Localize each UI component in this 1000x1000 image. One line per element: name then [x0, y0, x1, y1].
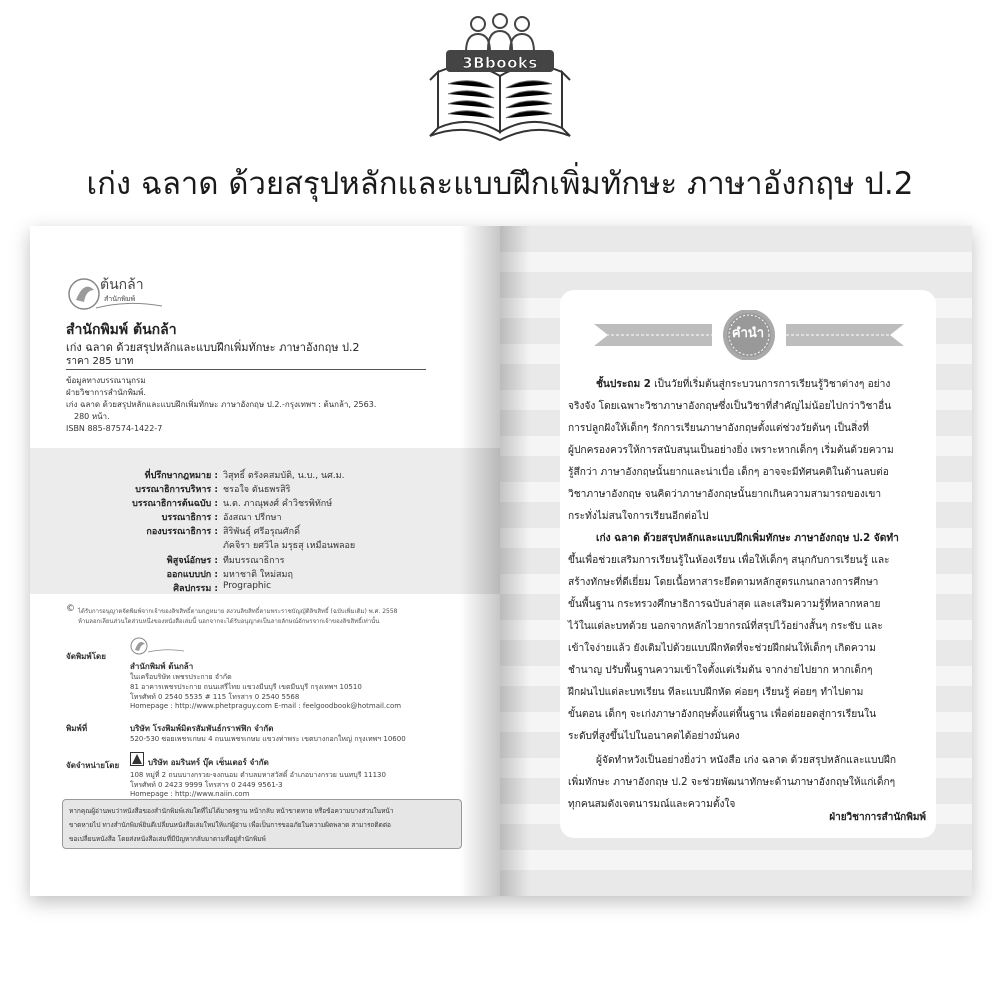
staff-label: บรรณาธิการบริหาร : — [135, 485, 218, 495]
preface-line: การปลูกฝังให้เด็กๆ รักการเรียนภาษาอังกฤษตั้งแต่ช่วงวัยต้นๆ เป็นสิ่งที่ — [568, 423, 869, 434]
preface-line: ขั้นพื้นฐาน กระทรวงศึกษาธิการฉบับล่าสุด และเสริมความรู้ที่หลากหลาย — [568, 599, 881, 610]
staff-value: Prographic — [223, 581, 272, 591]
preface-line: เข้าใจง่ายแล้ว ยังเติมไปด้วยแบบฝึกหัดที่จะช่วยฝึกฝนให้เด็กๆ เกิดความ — [568, 643, 876, 654]
preface-line: สร้างทักษะที่ดีเยี่ยม โดยเนื้อหาสาระยึดตามหลักสูตรแกนกลางการศึกษา — [568, 577, 879, 588]
preface-line: ผู้ปกครองควรให้การสนับสนุนเป็นอย่างยิ่ง เพราะหากเด็กๆ เริ่มต้นด้วยความ — [568, 445, 894, 456]
staff-value: ชรอใจ ตันธพรสิริ — [223, 485, 291, 495]
notice-line: ขาดหายไป ทางสำนักพิมพ์ยินดีเปลี่ยนหนังสือเล่มใหม่ให้แก่ผู้อ่าน เพื่อเป็นการขออภัยในความผิดพลาด สามารถติดต่อ — [69, 821, 391, 829]
preface-card — [560, 290, 936, 838]
staff-label: บรรณาธิการ : — [161, 513, 218, 523]
staff-value: อังสณา ปรีกษา — [223, 513, 282, 523]
page-title: เก่ง ฉลาด ด้วยสรุปหลักและแบบฝึกเพิ่มทักษะ ภาษาอังกฤษ ป.2 — [86, 166, 914, 202]
preface-line: ผู้จัดทำหวังเป็นอย่างยิ่งว่า หนังสือ เก่ง ฉลาด ด้วยสรุปหลักและแบบฝึก — [596, 755, 897, 766]
copyright-icon: © — [66, 604, 75, 614]
preface-line: กระทั่งไม่สนใจการเรียนอีกต่อไป — [568, 511, 709, 522]
preface-line: วิชาภาษาอังกฤษ จนคิดว่าภาษาอังกฤษนั้นยากเกินความสามารถของเขา — [568, 489, 882, 500]
distributor-address-line: Homepage : http://www.naiin.com — [130, 790, 250, 798]
preface-line: ชำนาญ ปรับพื้นฐานความเข้าใจตั้งแต่เริ่มต้น จากง่ายไปยาก หากเด็กๆ — [568, 665, 873, 676]
distributor-logo-icon — [130, 752, 144, 766]
preface-line: เก่ง ฉลาด ด้วยสรุปหลักและแบบฝึกเพิ่มทักษะ ภาษาอังกฤษ ป.2 จัดทำ — [596, 533, 899, 544]
printed-by-label: พิมพ์ที่ — [66, 724, 88, 733]
published-by-label: จัดพิมพ์โดย — [66, 652, 106, 661]
publisher-logo-name: ต้นกล้า — [100, 277, 144, 293]
distributor-address-line: 108 หมู่ที่ 2 ถนนบางกรวย-จงถนอม ตำบลมหาสวัสดิ์ อำเภอบางกรวย นนทบุรี 11130 — [130, 771, 386, 779]
catalog-line: 280 หน้า. — [74, 412, 110, 421]
staff-value: วิสุทธิ์ ตรังคสมบัติ, น.บ., นศ.ม. — [223, 471, 345, 481]
staff-label: บรรณาธิการต้นฉบับ : — [132, 499, 218, 509]
distributor-address-line: โทรศัพท์ 0 2423 9999 โทรสาร 0 2449 9561-3 — [130, 781, 283, 789]
preface-line: ไว้ในแต่ละบทด้วย นอกจากหลักไวยากรณ์ที่สรุปไว้อย่างสั้นๆ กระชับ และ — [568, 621, 883, 632]
preface-line: ฝึกฝนไปแต่ละบทเรียน ทีละแบบฝึกหัด ค่อยๆ เรียนรู้ ค่อยๆ ทำไปตาม — [568, 687, 864, 698]
publisher-small-logo-icon — [130, 636, 186, 656]
publisher-address-line: โทรศัพท์ 0 2540 5535 # 115 โทรสาร 0 2540 5568 — [130, 693, 300, 701]
staff-credits — [30, 448, 500, 594]
left-page — [30, 226, 500, 896]
catalog-line: ฝ่ายวิชาการสำนักพิมพ์. — [66, 388, 146, 397]
preface-line: จริงจัง โดยเฉพาะวิชาภาษาอังกฤษซึ่งเป็นวิชาที่สำคัญไม่น้อยไปกว่าวิชาอื่น — [568, 401, 892, 412]
staff-value: ทีมบรรณาธิการ — [223, 556, 285, 566]
staff-value: ภัคจิรา ยศวิไล มรุธสุ เหมือนพลอย — [223, 541, 356, 551]
brand-name: 3Bbooks — [462, 54, 538, 72]
3bbooks-logo — [420, 10, 580, 150]
publisher-address-line: ในเครือบริษัท เพชรประกาย จำกัด — [130, 673, 232, 681]
publisher-company: สำนักพิมพ์ ต้นกล้า — [130, 662, 194, 671]
distributed-by-label: จัดจำหน่ายโดย — [66, 761, 120, 770]
preface-signature: ฝ่ายวิชาการสำนักพิมพ์ — [829, 812, 926, 823]
catalog-heading: ข้อมูลทางบรรณานุกรม — [66, 376, 146, 385]
publisher-address-line: 81 อาคารเพชรประกาย ถนนเสรีไทย แขวงมีนบุรี เขตมีนบุรี กรุงเทพฯ 10510 — [130, 683, 362, 691]
notice-line: หากคุณผู้อ่านพบว่าหนังสือของสำนักพิมพ์เล่มใดที่ไม่ได้มาตรฐาน หน้ากลับ หน้าขาดหาย หรือข้อความบางส่วนในหน้า — [69, 807, 394, 815]
staff-label: ที่ปรึกษากฎหมาย : — [144, 471, 218, 481]
staff-label: ศิลปกรรม : — [173, 584, 218, 594]
staff-label: กองบรรณาธิการ : — [146, 527, 218, 537]
printer-company: บริษัท โรงพิมพ์มิตรสัมพันธ์กราฟฟิก จำกัด — [130, 724, 274, 733]
copyright-line: ห้ามลอกเลียนส่วนใดส่วนหนึ่งของหนังสือเล่มนี้ นอกจากจะได้รับอนุญาตเป็นลายลักษณ์อักษรจากเจ้าของลิขสิทธิ์เท่านั้น — [78, 618, 380, 625]
staff-value: สิริพันธุ์ ศรีอรุณศักดิ์ — [223, 527, 300, 537]
divider — [66, 369, 426, 370]
staff-value: น.ต. ภาณุพงศ์ คำวิชรพิทักษ์ — [223, 499, 333, 509]
preface-line: ระดับที่สูงขึ้นไปในอนาคตได้อย่างมั่นคง — [568, 731, 740, 742]
preface-line: ชั้นประถม 2 เป็นวัยที่เริ่มต้นสู่กระบวนการการเรียนรู้วิชาต่างๆ อย่าง — [596, 379, 891, 390]
copyright-line: ได้รับการอนุญาตจัดพิมพ์จากเจ้าของลิขสิทธิ์ตามกฎหมาย สงวนลิขสิทธิ์ตามพระราชบัญญัติลิขสิทธิ์ (ฉบับเพิ่มเติม) พ.ศ. 2558 — [78, 608, 398, 615]
preface-heading: คำนำ — [731, 326, 765, 341]
replacement-notice — [62, 799, 462, 849]
isbn: ISBN 885-87574-1422-7 — [66, 424, 163, 433]
book-title: เก่ง ฉลาด ด้วยสรุปหลักและแบบฝึกเพิ่มทักษะ ภาษาอังกฤษ ป.2 — [66, 341, 360, 354]
staff-label: ออกแบบปก : — [166, 570, 218, 580]
preface-line: เพิ่มทักษะ ภาษาอังกฤษ ป.2 จะช่วยพัฒนาทักษะด้านภาษาอังกฤษให้แก่เด็กๆ — [568, 777, 896, 788]
preface-line: ขั้นตอน เด็กๆ จะเก่งภาษาอังกฤษตั้งแต่พื้นฐาน เพื่อต่อยอดสู่การเรียนใน — [568, 709, 877, 720]
catalog-line: เก่ง ฉลาด ด้วยสรุปหลักและแบบฝึกเพิ่มทักษะ ภาษาอังกฤษ ป.2.-กรุงเทพฯ : ต้นกล้า, 2563. — [66, 400, 377, 409]
right-page — [500, 226, 972, 896]
publisher-name: สำนักพิมพ์ ต้นกล้า — [66, 322, 177, 338]
book-price: ราคา 285 บาท — [66, 356, 134, 367]
distributor-company: บริษัท อมรินทร์ บุ๊ค เซ็นเตอร์ จำกัด — [148, 758, 269, 767]
preface-line: ทุกคนสมดังเจตนารมณ์และความตั้งใจ — [568, 799, 736, 810]
preface-line: รู้สึกว่า ภาษาอังกฤษนั้นยากและน่าเบื่อ เด็กๆ อาจจะมีทัศนคติในด้านลบต่อ — [568, 467, 889, 478]
staff-value: มหาชาติ ใหม่สมฤ — [223, 570, 293, 580]
staff-label: พิสูจน์อักษร : — [166, 556, 218, 566]
preface-line: ขึ้นเพื่อช่วยเสริมการเรียนรู้ในห้องเรียน เพื่อให้เด็กๆ สนุกกับการเรียนรู้ และ — [568, 555, 890, 566]
notice-line: ขอเปลี่ยนหนังสือ โดยส่งหนังสือเล่มที่มีปัญหากลับมาตามที่อยู่สำนักพิมพ์ — [69, 835, 266, 843]
printer-address-line: 520-530 ซอยเพชรเกษม 4 ถนนเพชรเกษม แขวงท่าพระ เขตบางกอกใหญ่ กรุงเทพฯ 10600 — [130, 735, 406, 743]
publisher-logo-sub: สำนักพิมพ์ — [104, 295, 136, 303]
publisher-address-line: Homepage : http://www.phetpraguy.com E-mail : feelgoodbook@hotmail.com — [130, 702, 402, 710]
